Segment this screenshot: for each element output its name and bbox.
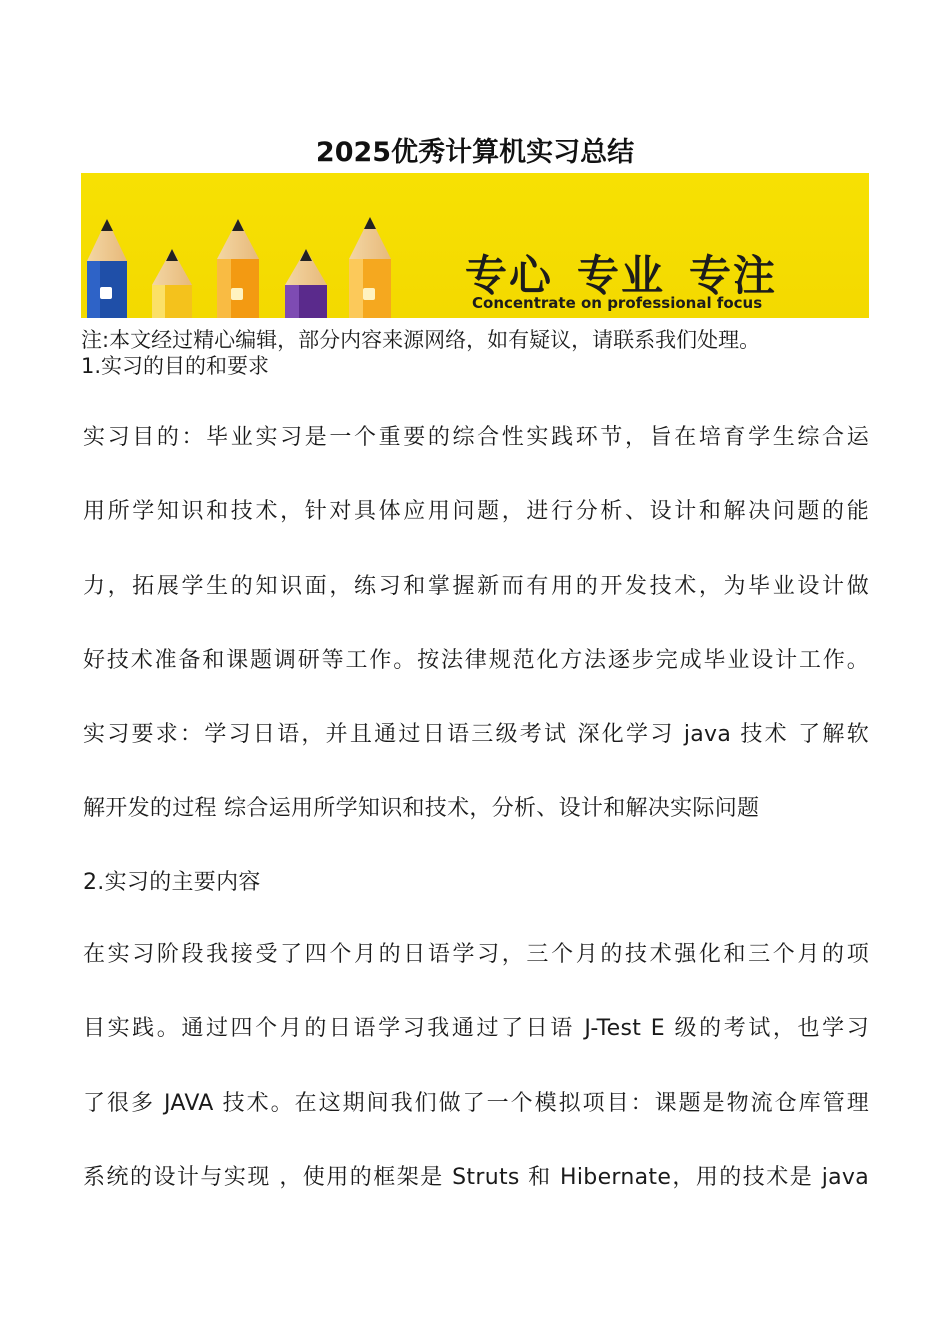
- pencil-amber: [349, 217, 391, 318]
- section-heading-2: 2.实习的主要内容: [83, 870, 261, 895]
- body-line: 系统的设计与实现 ，使用的框架是 Struts 和 Hibernate，用的技术是 java: [83, 1165, 869, 1190]
- banner-image: [81, 173, 869, 318]
- slogan-word-3: 专注: [689, 251, 778, 300]
- banner-slogan-english: Concentrate on professional focus: [472, 294, 763, 312]
- pencil-yellow: [152, 249, 192, 318]
- body-line: 实习要求：学习日语，并且通过日语三级考试 深化学习 java 技术 了解软: [83, 722, 869, 747]
- body-line: 目实践。通过四个月的日语学习我通过了日语 J-Test E 级的考试，也学习: [83, 1016, 869, 1041]
- body-line: 实习目的：毕业实习是一个重要的综合性实践环节，旨在培育学生综合运: [83, 425, 869, 450]
- body-line: 了很多 JAVA 技术。在这期间我们做了一个模拟项目：课题是物流仓库管理: [83, 1091, 869, 1116]
- slogan-word-1: 专心: [465, 251, 554, 300]
- pencil-blue: [87, 219, 127, 318]
- body-line: 好技术准备和课题调研等工作。按法律规范化方法逐步完成毕业设计工作。: [83, 648, 869, 673]
- body-line: 用所学知识和技术，针对具体应用问题，进行分析、设计和解决问题的能: [83, 499, 869, 524]
- document-title: 2025优秀计算机实习总结: [315, 137, 635, 168]
- body-line: 解开发的过程 综合运用所学知识和技术，分析、设计和解决实际问题: [83, 796, 760, 821]
- pencil-orange: [217, 219, 259, 318]
- editor-note: 注:本文经过精心编辑，部分内容来源网络，如有疑议，请联系我们处理。: [81, 328, 761, 352]
- slogan-word-2: 专业: [577, 251, 666, 300]
- body-line: 在实习阶段我接受了四个月的日语学习，三个月的技术强化和三个月的项: [83, 942, 869, 967]
- pencil-purple: [285, 249, 327, 318]
- body-line: 力，拓展学生的知识面，练习和掌握新而有用的开发技术，为毕业设计做: [83, 574, 869, 599]
- section-heading-1: 1.实习的目的和要求: [81, 354, 270, 378]
